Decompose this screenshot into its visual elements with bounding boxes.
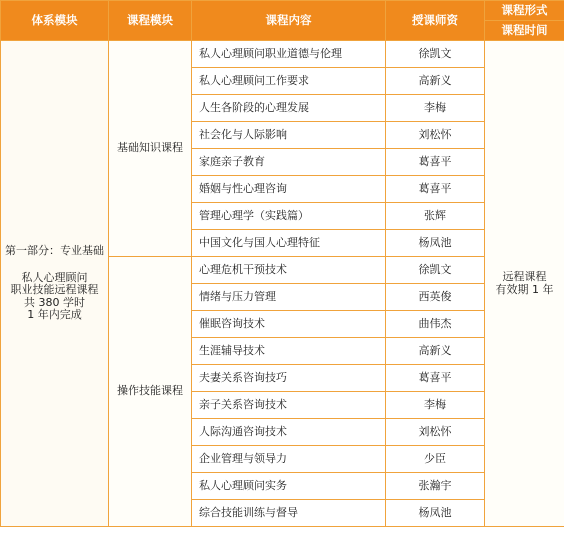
header-course-form: 课程形式	[485, 1, 564, 21]
course-name: 心理危机干预技术	[192, 257, 386, 284]
teacher-name: 徐凯文	[386, 41, 485, 68]
course-name: 私人心理顾问实务	[192, 473, 386, 500]
course-name: 综合技能训练与督导	[192, 500, 386, 527]
system-hours: 共 380 学时	[24, 295, 85, 309]
course-name: 管理心理学（实践篇）	[192, 203, 386, 230]
system-duration: 1 年内完成	[27, 308, 82, 322]
module-practice: 操作技能课程	[109, 257, 192, 527]
teacher-name: 张辉	[386, 203, 485, 230]
module-basic: 基础知识课程	[109, 41, 192, 257]
course-name: 私人心理顾问工作要求	[192, 68, 386, 95]
course-name: 催眠咨询技术	[192, 311, 386, 338]
teacher-name: 西英俊	[386, 284, 485, 311]
course-name: 人生各阶段的心理发展	[192, 95, 386, 122]
system-module-cell	[1, 41, 109, 527]
teacher-name: 高新义	[386, 338, 485, 365]
teacher-name: 李梅	[386, 392, 485, 419]
course-name: 中国文化与国人心理特征	[192, 230, 386, 257]
teacher-name: 徐凯文	[386, 257, 485, 284]
system-program: 私人心理顾问	[21, 270, 88, 284]
table-row	[1, 41, 564, 68]
header-system-module: 体系模块	[1, 1, 109, 41]
course-name: 私人心理顾问职业道德与伦理	[192, 41, 386, 68]
teacher-name: 刘松怀	[386, 122, 485, 149]
system-part: 第一部分：专业基础	[5, 243, 104, 257]
course-name: 人际沟通咨询技术	[192, 419, 386, 446]
header-course-content: 课程内容	[192, 1, 386, 41]
course-name: 情绪与压力管理	[192, 284, 386, 311]
header-course-time: 课程时间	[485, 21, 564, 41]
course-name: 社会化与人际影响	[192, 122, 386, 149]
course-name: 亲子关系咨询技术	[192, 392, 386, 419]
course-name: 夫妻关系咨询技巧	[192, 365, 386, 392]
teacher-name: 李梅	[386, 95, 485, 122]
teacher-name: 刘松怀	[386, 419, 485, 446]
teacher-name: 曲伟杰	[386, 311, 485, 338]
teacher-name: 葛喜平	[386, 149, 485, 176]
course-form-cell	[485, 41, 564, 527]
teacher-name: 杨凤池	[386, 230, 485, 257]
course-name: 生涯辅导技术	[192, 338, 386, 365]
teacher-name: 张瀚宇	[386, 473, 485, 500]
course-name: 家庭亲子教育	[192, 149, 386, 176]
teacher-name: 杨凤池	[386, 500, 485, 527]
header-teacher: 授课师资	[386, 1, 485, 41]
teacher-name: 少臣	[386, 446, 485, 473]
teacher-name: 高新义	[386, 68, 485, 95]
course-name: 婚姻与性心理咨询	[192, 176, 386, 203]
system-subtitle: 职业技能远程课程	[10, 283, 99, 297]
form-line1: 远程课程	[502, 269, 547, 283]
teacher-name: 葛喜平	[386, 365, 485, 392]
teacher-name: 葛喜平	[386, 176, 485, 203]
form-line2: 有效期 1 年	[495, 282, 554, 296]
header-course-module: 课程模块	[109, 1, 192, 41]
course-name: 企业管理与领导力	[192, 446, 386, 473]
